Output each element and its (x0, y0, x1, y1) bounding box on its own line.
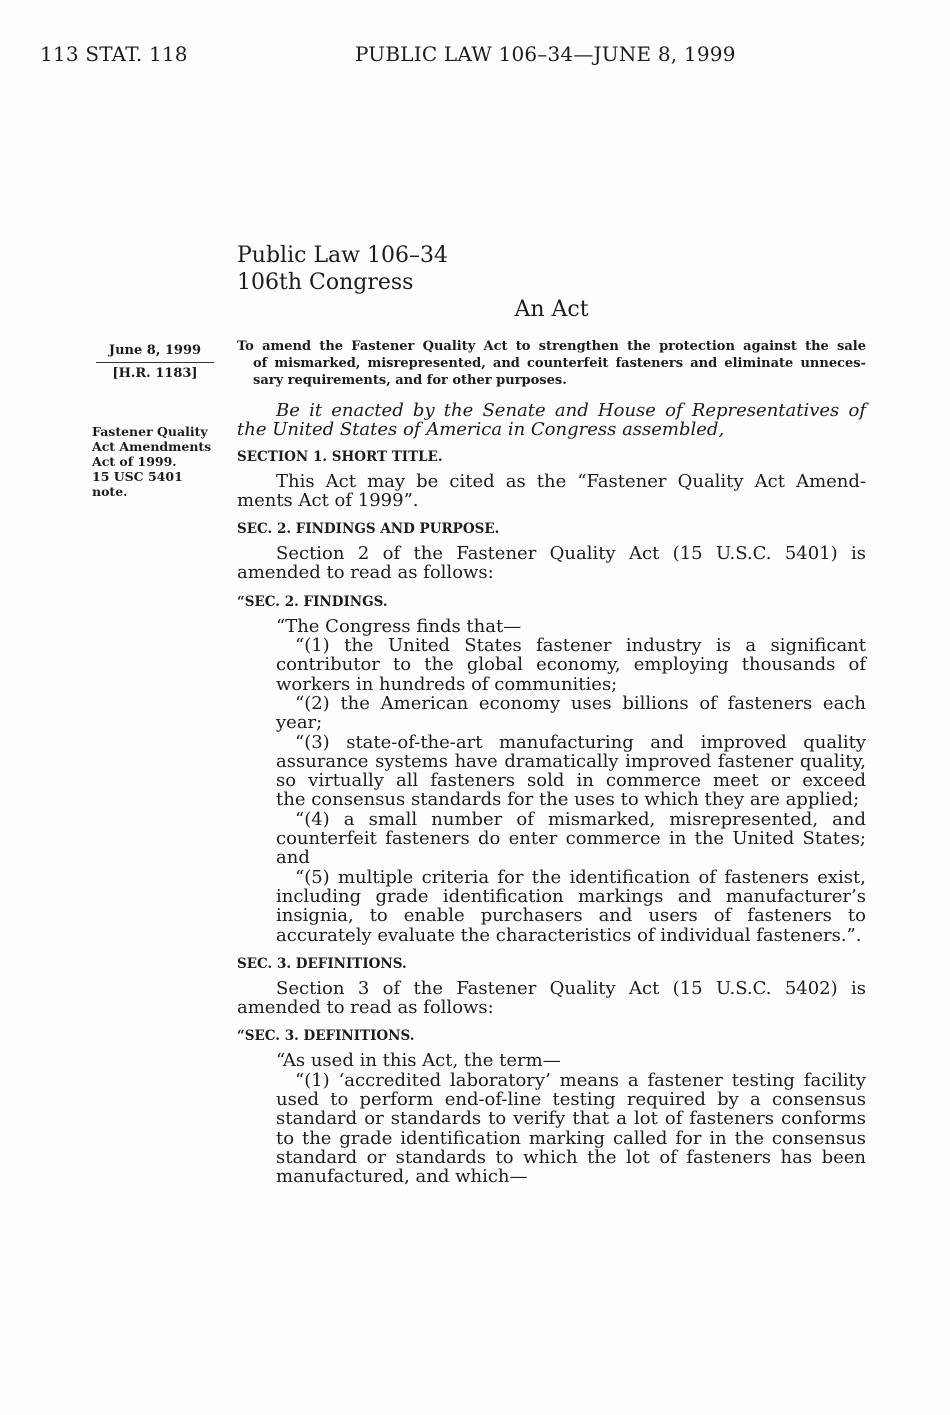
text-line: of mismarked, misrepresented, and counterfeit fasteners and eliminate unneces- (253, 356, 866, 371)
text-line: including grade identification markings and manufacturer’s (276, 885, 866, 907)
text-line: ments Act of 1999”. (237, 489, 419, 511)
text-line: and (276, 847, 310, 869)
act-body (237, 401, 866, 1187)
text-line: amended to read as follows: (237, 562, 494, 584)
congress: 106th Congress (237, 270, 414, 295)
text-line: “(1) the United States fastener industry is a significant (295, 635, 866, 657)
text-line: insignia, to enable purchasers and users of fasteners to (276, 905, 866, 927)
finding-4 (237, 810, 866, 868)
public-law-number: Public Law 106–34 (237, 243, 448, 268)
text-line: amended to read as follows: (237, 997, 494, 1019)
page-number: 113 STAT. 118 (40, 42, 188, 66)
finding-2 (237, 694, 866, 733)
section-2-heading: SEC. 2. FINDINGS AND PURPOSE. (237, 521, 500, 538)
enactment-date: June 8, 1999 (96, 343, 214, 363)
text-line: “(3) state-of-the-art manufacturing and improved quality (295, 731, 866, 753)
findings-intro (237, 617, 866, 636)
section-3-text (237, 979, 866, 1018)
text-line: contributor to the global economy, employing thousands of (276, 654, 866, 676)
enacting-clause (237, 401, 866, 440)
text-line: so virtually all fasteners sold in commerce meet or exceed (276, 770, 866, 792)
text-line: standard or standards to verify that a lot of fasteners conforms (276, 1108, 866, 1130)
section-1-heading: SECTION 1. SHORT TITLE. (237, 448, 443, 465)
text-line: the consensus standards for the uses to which they are applied; (276, 789, 860, 811)
purpose-statement (237, 338, 866, 389)
text-line: “(5) multiple criteria for the identification of fasteners exist, (295, 866, 866, 888)
text-line: “(4) a small number of mismarked, misrepresented, and (295, 808, 866, 830)
finding-3 (237, 733, 866, 810)
text-line: “The Congress finds that— (276, 615, 522, 637)
definition-1 (237, 1071, 866, 1187)
text-line: manufactured, and which— (276, 1166, 528, 1188)
text-line: Section 2 of the Fastener Quality Act (15 U.S.C. 5401) is (276, 543, 866, 565)
text-line: year; (276, 712, 323, 734)
text-line: the United States of America in Congress assembled, (237, 419, 725, 441)
margin-note-line: Act of 1999. (92, 454, 177, 469)
margin-date-block (96, 343, 214, 381)
definitions-intro (237, 1051, 866, 1070)
text-line: used to perform end-of-line testing required by a consensus (276, 1089, 866, 1111)
margin-note-line: Act Amendments (92, 439, 212, 454)
text-line: standard or standards to which the lot of fasteners has been (276, 1146, 866, 1168)
margin-note (92, 424, 211, 499)
an-act-heading: An Act (514, 297, 589, 322)
text-line: “(2) the American economy uses billions of fasteners each (295, 692, 866, 714)
section-1-text (237, 472, 866, 511)
running-title: PUBLIC LAW 106–34—JUNE 8, 1999 (355, 42, 736, 66)
text-line: “As used in this Act, the term— (276, 1050, 561, 1072)
text-line: workers in hundreds of communities; (276, 673, 618, 695)
text-line: assurance systems have dramatically improved fastener quality, (276, 750, 866, 772)
finding-5 (237, 868, 866, 945)
bill-number: [H.R. 1183] (112, 366, 198, 381)
text-line: To amend the Fastener Quality Act to strengthen the protection against the sale (237, 339, 866, 354)
section-3-heading: SEC. 3. DEFINITIONS. (237, 955, 407, 972)
text-line: to the grade identification marking called for in the consensus (276, 1127, 866, 1149)
quoted-section-2-heading: “SEC. 2. FINDINGS. (237, 593, 388, 610)
text-line: accurately evaluate the characteristics of individual fasteners.”. (276, 924, 862, 946)
text-line: Section 3 of the Fastener Quality Act (15 U.S.C. 5402) is (276, 977, 866, 999)
finding-1 (237, 636, 866, 694)
margin-note-line: Fastener Quality (92, 424, 208, 439)
margin-note-line: note. (92, 484, 128, 499)
text-line: This Act may be cited as the “Fastener Quality Act Amend- (276, 470, 866, 492)
margin-note-line: 15 USC 5401 (92, 469, 183, 484)
text-line: counterfeit fasteners do enter commerce in the United States; (276, 828, 866, 850)
text-line: “(1) ‘accredited laboratory’ means a fastener testing facility (295, 1069, 866, 1091)
text-line: sary requirements, and for other purposes. (253, 373, 567, 388)
section-2-text (237, 544, 866, 583)
text-line: Be it enacted by the Senate and House of Representatives of (276, 400, 866, 421)
quoted-section-3-heading: “SEC. 3. DEFINITIONS. (237, 1028, 415, 1045)
